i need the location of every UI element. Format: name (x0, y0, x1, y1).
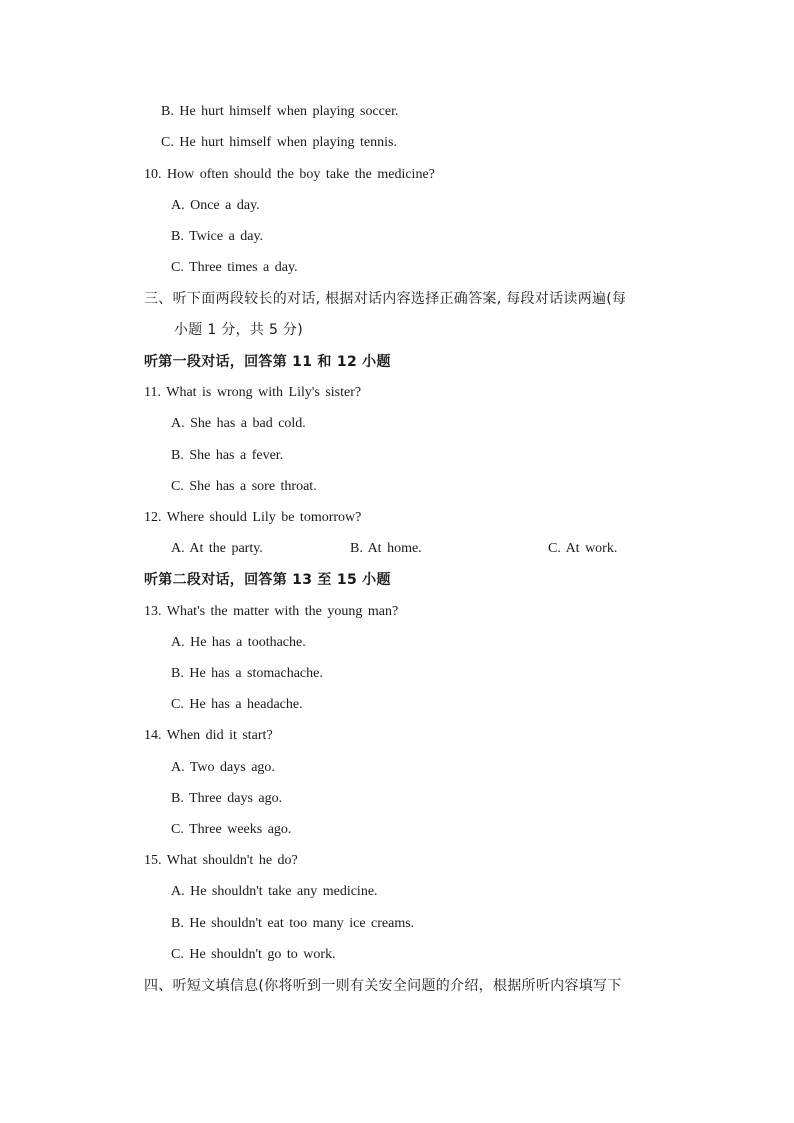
q9-option-c: C. He hurt himself when playing tennis. (161, 135, 397, 150)
q14-option-a: A. Two days ago. (171, 760, 275, 775)
q11-option-c: C. She has a sore throat. (171, 479, 317, 494)
section3-title-line1: 三、听下面两段较长的对话, 根据对话内容选择正确答案, 每段对话读两遍(每 (144, 291, 627, 307)
q12-option-b: B. At home. (350, 541, 422, 556)
q15-option-c: C. He shouldn't go to work. (171, 947, 336, 962)
q10-question: 10. How often should the boy take the medicine? (144, 167, 435, 182)
q11-option-b: B. She has a fever. (171, 448, 284, 463)
q10-option-c: C. Three times a day. (171, 260, 298, 275)
q15-option-b: B. He shouldn't eat too many ice creams. (171, 916, 415, 931)
q11-question: 11. What is wrong with Lily's sister? (144, 385, 362, 400)
q10-option-b: B. Twice a day. (171, 229, 264, 244)
q13-question: 13. What's the matter with the young man? (144, 604, 399, 619)
q12-option-c: C. At work. (548, 541, 618, 556)
section3-part1-instruction: 听第一段对话，回答第 11 和 12 小题 (144, 354, 391, 370)
q15-question: 15. What shouldn't he do? (144, 853, 298, 868)
q14-question: 14. When did it start? (144, 728, 273, 743)
q12-question: 12. Where should Lily be tomorrow? (144, 510, 362, 525)
q10-option-a: A. Once a day. (171, 198, 260, 213)
q14-option-c: C. Three weeks ago. (171, 822, 292, 837)
section3-part2-instruction: 听第二段对话，回答第 13 至 15 小题 (144, 572, 391, 588)
section3-title-line2: 小题 1 分，共 5 分) (174, 322, 303, 338)
q14-option-b: B. Three days ago. (171, 791, 283, 806)
q9-option-b: B. He hurt himself when playing soccer. (161, 104, 399, 119)
q15-option-a: A. He shouldn't take any medicine. (171, 884, 378, 899)
q13-option-b: B. He has a stomachache. (171, 666, 323, 681)
q13-option-a: A. He has a toothache. (171, 635, 306, 650)
q11-option-a: A. She has a bad cold. (171, 416, 306, 431)
section4-title-line1: 四、听短文填信息(你将听到一则有关安全问题的介绍，根据所听内容填写下 (144, 978, 622, 994)
q12-option-a: A. At the party. (171, 541, 263, 556)
q13-option-c: C. He has a headache. (171, 697, 303, 712)
